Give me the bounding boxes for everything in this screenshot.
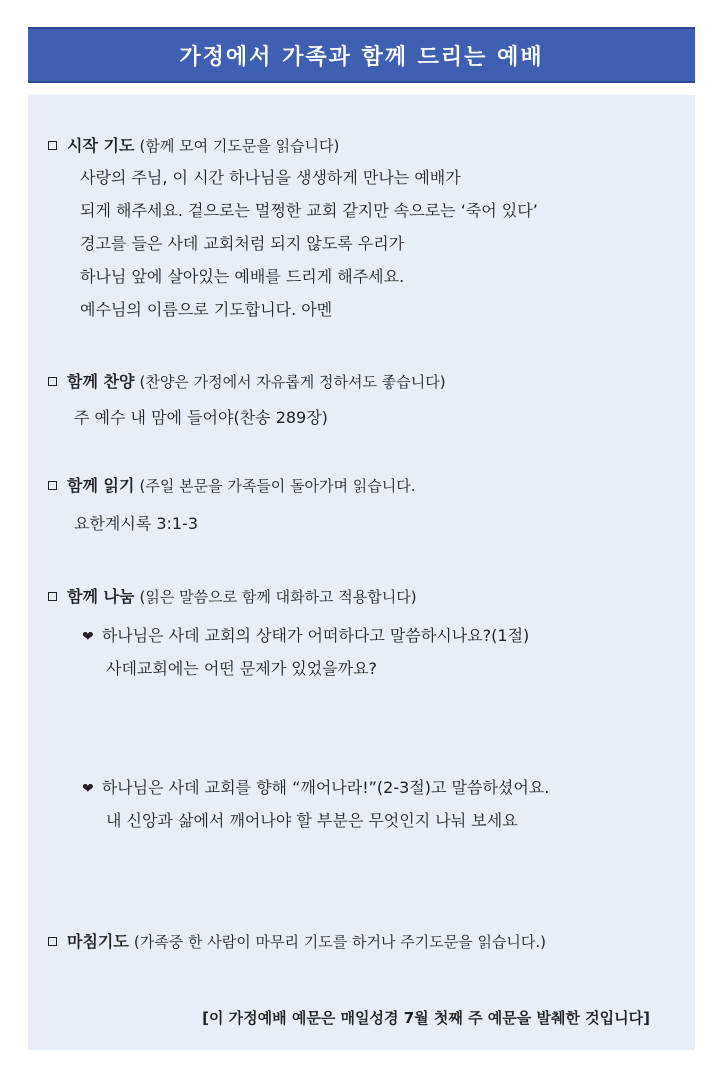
question-1-line-1: 하나님은 사데 교회의 상태가 어떠하다고 말씀하시나요?(1절) <box>101 626 530 645</box>
section-title: 시작 기도 <box>67 136 135 155</box>
page-header <box>28 27 695 83</box>
page-title: 가정에서 가족과 함께 드리는 예배 <box>179 44 544 70</box>
hymn-line: 주 예수 내 맘에 들어야(찬송 289장) <box>74 408 328 427</box>
question-1 <box>82 625 529 648</box>
section-closing-prayer <box>48 931 685 953</box>
section-heading <box>48 475 685 497</box>
worship-card <box>28 95 695 1050</box>
section-subtitle: (가족중 한 사람이 마무리 기도를 하거나 주기도문을 읽습니다.) <box>133 933 547 951</box>
section-subtitle: (읽은 말씀으로 함께 대화하고 적용합니다) <box>139 588 417 606</box>
section-praise <box>48 371 685 393</box>
section-title: 함께 찬양 <box>67 372 135 391</box>
prayer-line: 되게 해주세요. 겉으로는 멀쩡한 교회 같지만 속으로는 ‘죽어 있다’ <box>80 201 538 220</box>
section-heading <box>48 371 685 393</box>
section-reading <box>48 475 685 497</box>
checkbox-icon <box>48 377 57 386</box>
section-sharing <box>48 586 685 608</box>
prayer-line: 예수님의 이름으로 기도합니다. 아멘 <box>80 300 333 319</box>
question-2-line-2: 내 신앙과 삶에서 깨어나야 할 부분은 무엇인지 나눠 보세요 <box>106 811 518 830</box>
section-heading <box>48 931 685 953</box>
source-note: [이 가정예배 예문은 매일성경 7월 첫째 주 예문을 발췌한 것입니다] <box>202 1009 650 1027</box>
checkbox-icon <box>48 141 57 150</box>
section-subtitle: (찬양은 가정에서 자유롭게 정하셔도 좋습니다) <box>139 373 446 391</box>
section-title: 함께 읽기 <box>67 476 135 495</box>
heart-icon: ❤ <box>82 629 94 645</box>
question-1-line-2: 사데교회에는 어떤 문제가 있었을까요? <box>106 659 378 678</box>
prayer-line: 하나님 앞에 살아있는 예배를 드리게 해주세요. <box>80 267 405 286</box>
section-subtitle: (주일 본문을 가족들이 돌아가며 읽습니다. <box>139 477 416 495</box>
question-2 <box>82 777 549 800</box>
scripture-reference: 요한계시록 3:1-3 <box>74 514 199 533</box>
prayer-line: 경고를 들은 사데 교회처럼 되지 않도록 우리가 <box>80 234 405 253</box>
checkbox-icon <box>48 937 57 946</box>
section-subtitle: (함께 모여 기도문을 읽습니다) <box>139 137 340 155</box>
prayer-line: 사랑의 주님, 이 시간 하나님을 생생하게 만나는 예배가 <box>80 168 461 187</box>
section-opening-prayer <box>48 135 685 157</box>
section-title: 함께 나눔 <box>67 587 135 606</box>
checkbox-icon <box>48 592 57 601</box>
section-title: 마침기도 <box>67 932 129 951</box>
section-heading <box>48 135 685 157</box>
section-heading <box>48 586 685 608</box>
question-2-line-1: 하나님은 사데 교회를 향해 “깨어나라!”(2-3절)고 말씀하셨어요. <box>101 778 550 797</box>
checkbox-icon <box>48 481 57 490</box>
heart-icon: ❤ <box>82 781 94 797</box>
